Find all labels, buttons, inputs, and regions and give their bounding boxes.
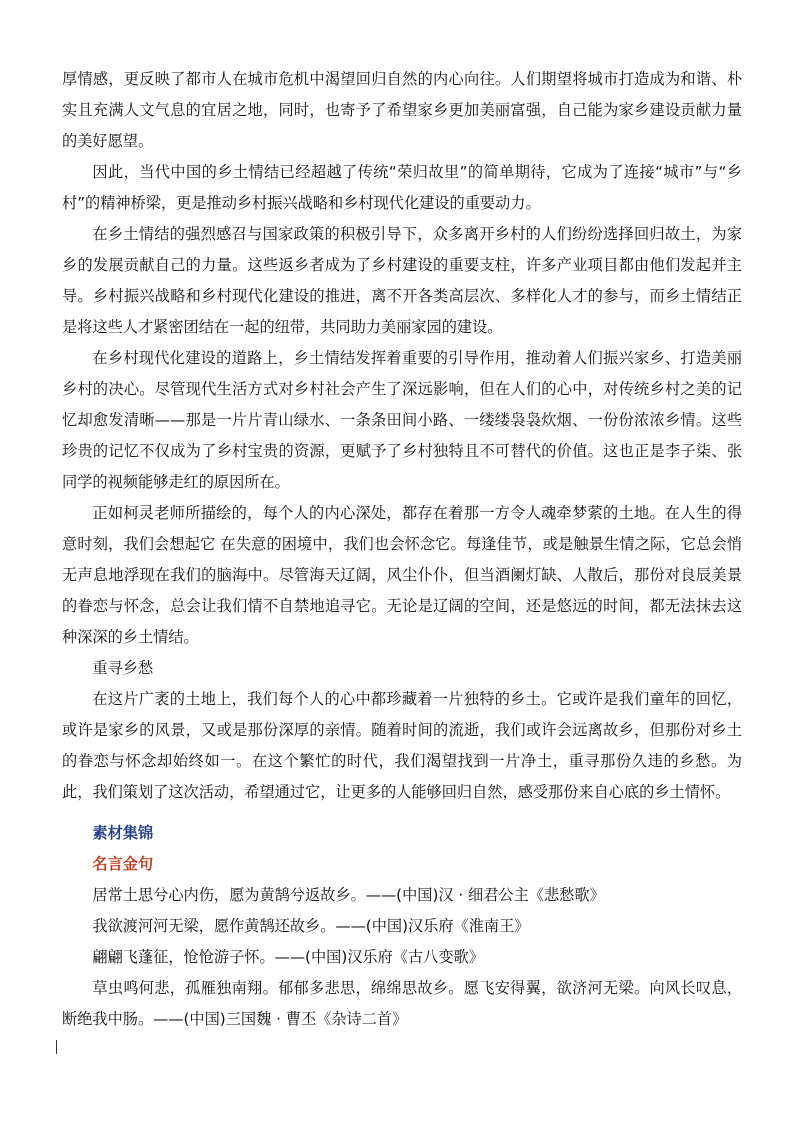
quote-line: 草虫鸣何悲，孤雁独南翔。郁郁多悲思，绵绵思故乡。愿飞安得翼，欲济河无梁。向风长叹息，断绝我中肠。——(中国)三国魏 · 曹丕《杂诗二首》 (62, 979, 742, 1028)
paragraph-continued: 厚情感，更反映了都市人在城市危机中渴望回归自然的内心向往。人们期望将城市打造成为和谐、朴实且充满人文气息的宜居之地，同时，也寄予了希望家乡更加美丽富强，自己能为家乡建设贡献力量的美好愿望。 (62, 70, 742, 150)
document-page (62, 64, 742, 1035)
paragraph: 在这片广袤的土地上，我们每个人的心中都珍藏着一片独特的乡土。它或许是我们童年的回忆，或许是家乡的风景，又或是那份深厚的亲情。随着时间的流逝，我们或许会远离故乡，但那份对乡土的眷恋与怀念却始终如一。在这个繁忙的时代，我们渴望找到一片净土，重寻那份久违的乡愁。为此，我们策划了这次活动，希望通过它，让更多的人能够回归自然，感受那份来自心底的乡土情怀。 (62, 690, 742, 801)
subheading: 重寻乡愁 (92, 659, 154, 677)
paragraph: 在乡村现代化建设的道路上，乡土情结发挥着重要的引导作用，推动着人们振兴家乡、打造美丽乡村的决心。尽管现代生活方式对乡村社会产生了深远影响，但在人们的心中，对传统乡村之美的记忆却愈发清晰——那是一片片青山绿水、一条条田间小路、一缕缕袅袅炊烟、一份份浓浓乡情。这些珍贵的记忆不仅成为了乡村宝贵的资源，更赋予了乡村独特且不可替代的价值。这也正是李子柒、张同学的视频能够走红的原因所在。 (62, 349, 742, 491)
quote-line: 居常土思兮心内伤，愿为黄鹄兮返故乡。——(中国)汉 · 细君公主《悲愁歌》 (92, 886, 605, 904)
quote-line: 我欲渡河河无梁，愿作黄鹄还故乡。——(中国)汉乐府《淮南王》 (92, 917, 530, 935)
quote-line: 翩翩飞蓬征，怆怆游子怀。——(中国)汉乐府《古八变歌》 (92, 948, 484, 966)
paragraph: 正如柯灵老师所描绘的，每个人的内心深处，都存在着那一方令人魂牵梦萦的土地。在人生的得意时刻，我们会想起它 在失意的困境中，我们也会怀念它。每逢佳节，或是触景生情之际，它总会悄无声息地浮现在我们的脑海中。尽管海天辽阔，风尘仆仆，但当酒阑灯缺、人散后，那份对良辰美景的眷恋与怀念，总会让我们情不自禁地追寻它。无论是辽阔的空间，还是悠远的时间，都无法抹去这种深深的乡土情结。 (62, 504, 742, 646)
section-title: 素材集锦 (92, 824, 154, 842)
margin-mark (56, 1040, 59, 1054)
section-subtitle: 名言金句 (92, 855, 154, 873)
paragraph: 因此，当代中国的乡土情结已经超越了传统“荣归故里”的简单期待，它成为了连接“城市”与“乡村”的精神桥梁，更是推动乡村振兴战略和乡村现代化建设的重要动力。 (62, 163, 742, 212)
paragraph: 在乡土情结的强烈感召与国家政策的积极引导下，众多离开乡村的人们纷纷选择回归故土，为家乡的发展贡献自己的力量。这些返乡者成为了乡村建设的重要支柱，许多产业项目都由他们发起并主导。乡村振兴战略和乡村现代化建设的推进，离不开各类高层次、多样化人才的参与，而乡土情结正是将这些人才紧密团结在一起的纽带，共同助力美丽家园的建设。 (62, 225, 742, 336)
